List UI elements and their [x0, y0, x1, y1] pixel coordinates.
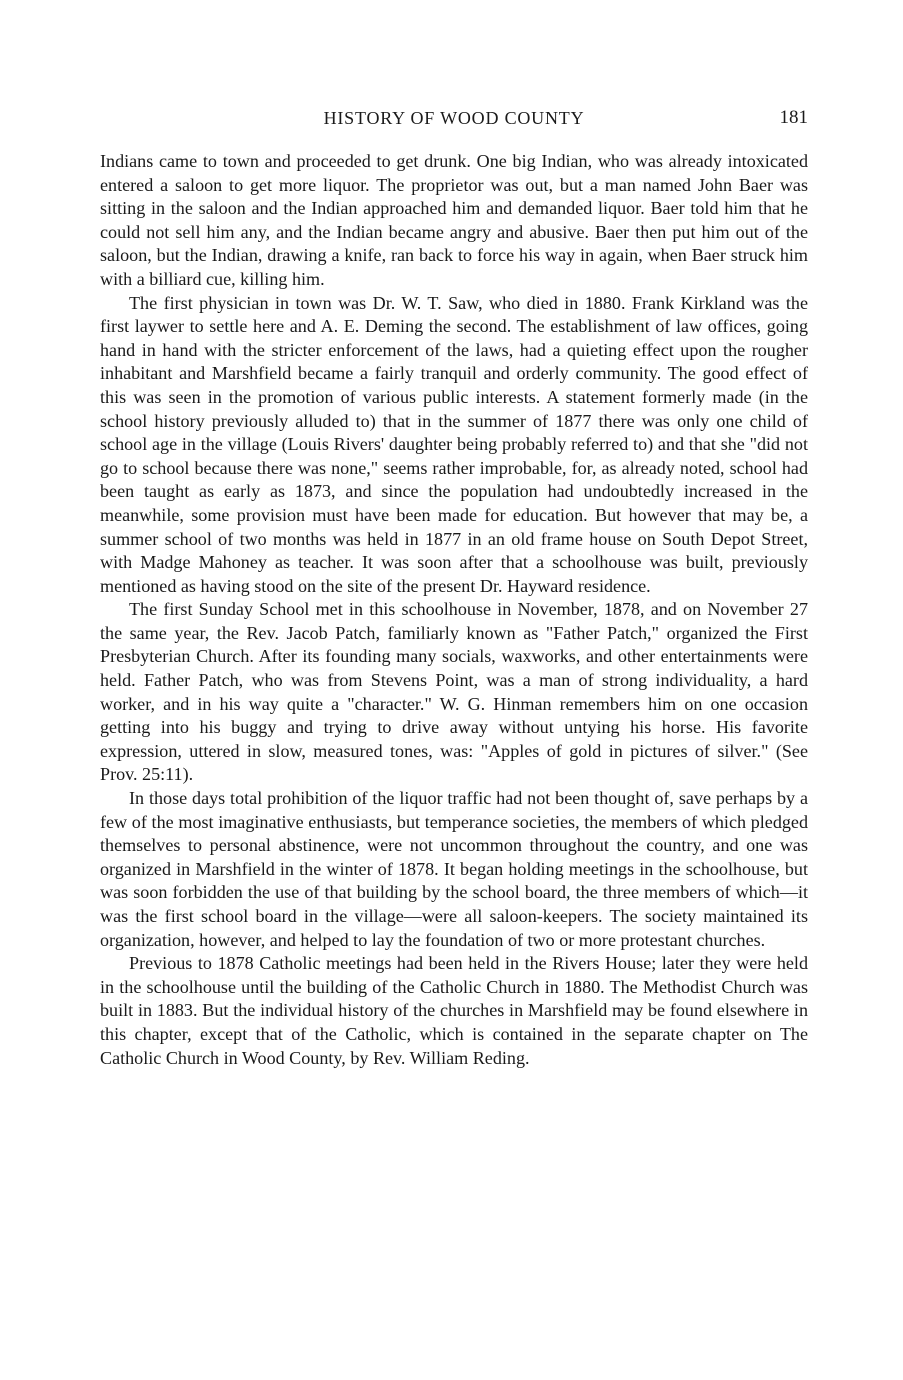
paragraph-indian-incident: Indians came to town and proceeded to get drunk. One big Indian, who was already intoxicated entered a saloon to get more liquor. The proprietor was out, but a man named John Baer was sitting in the saloon and the Indian approached him and demanded liquor. Baer told him that he could not sell him any, and the Indian became angry and abusive. Baer then put him out of the saloon, but the Indian, drawing a knife, ran back to force his way in again, when Baer struck him with a billiard cue, killing him. [100, 151, 808, 289]
paragraph-catholic-meetings: Previous to 1878 Catholic meetings had been held in the Rivers House; later they were held in the schoolhouse until the building of the Catholic Church in 1880. The Methodist Church was built in 1883. But the individual history of the churches in Marshfield may be found elsewhere in this chapter, except that of the Catholic, which is contained in the separate chapter on The Catholic Church in Wood County, by Rev. William Reding. [100, 953, 808, 1068]
running-head [100, 104, 808, 132]
running-title: HISTORY OF WOOD COUNTY [323, 108, 585, 128]
body-text [100, 150, 808, 1070]
page-number: 181 [779, 107, 808, 128]
paragraph-temperance-society: In those days total prohibition of the liquor traffic had not been thought of, save perhaps by a few of the most imaginative enthusiasts, but temperance societies, the members of which pledged themselves to personal abstinence, were not uncommon throughout the country, and one was organized in Marshfield in the winter of 1878. It began holding meetings in the schoolhouse, but was soon forbidden the use of that building by the school board, the three members of which—it was the first school board in the village—were all saloon-keepers. The society maintained its organization, however, and helped to lay the foundation of two or more protestant churches. [100, 788, 808, 950]
paragraph-sunday-school: The first Sunday School met in this schoolhouse in November, 1878, and on November 27 the same year, the Rev. Jacob Patch, familiarly known as "Father Patch," organized the First Presbyterian Church. After its founding many socials, waxworks, and other entertainments were held. Father Patch, who was from Stevens Point, was a man of strong individuality, a hard worker, and in his way quite a "character." W. G. Hinman remembers him on one occasion getting into his buggy and trying to drive away without untying his horse. His favorite expression, uttered in slow, measured tones, was: "Apples of gold in pictures of silver." (See Prov. 25:11). [100, 599, 808, 785]
paragraph-physicians-and-schools: The first physician in town was Dr. W. T. Saw, who died in 1880. Frank Kirkland was the first laywer to settle here and A. E. Deming the second. The establishment of law offices, going hand in hand with the stricter enforcement of the laws, had a quieting effect upon the rougher inhabitant and Marshfield became a fairly tranquil and orderly community. The good effect of this was seen in the promotion of various public interests. A statement formerly made (in the school history previously alluded to) that in the summer of 1877 there was only one child of school age in the village (Louis Rivers' daughter being probably referred to) and that she "did not go to school because there was none," seems rather improbable, for, as already noted, school had been taught as early as 1873, and since the population had undoubtedly increased in the meanwhile, some provision must have been made for education. But however that may be, a summer school of two months was held in 1877 in an old frame house on South Depot Street, with Madge Mahoney as teacher. It was soon after that a schoolhouse was built, previously mentioned as having stood on the site of the present Dr. Hayward residence. [100, 292, 808, 596]
